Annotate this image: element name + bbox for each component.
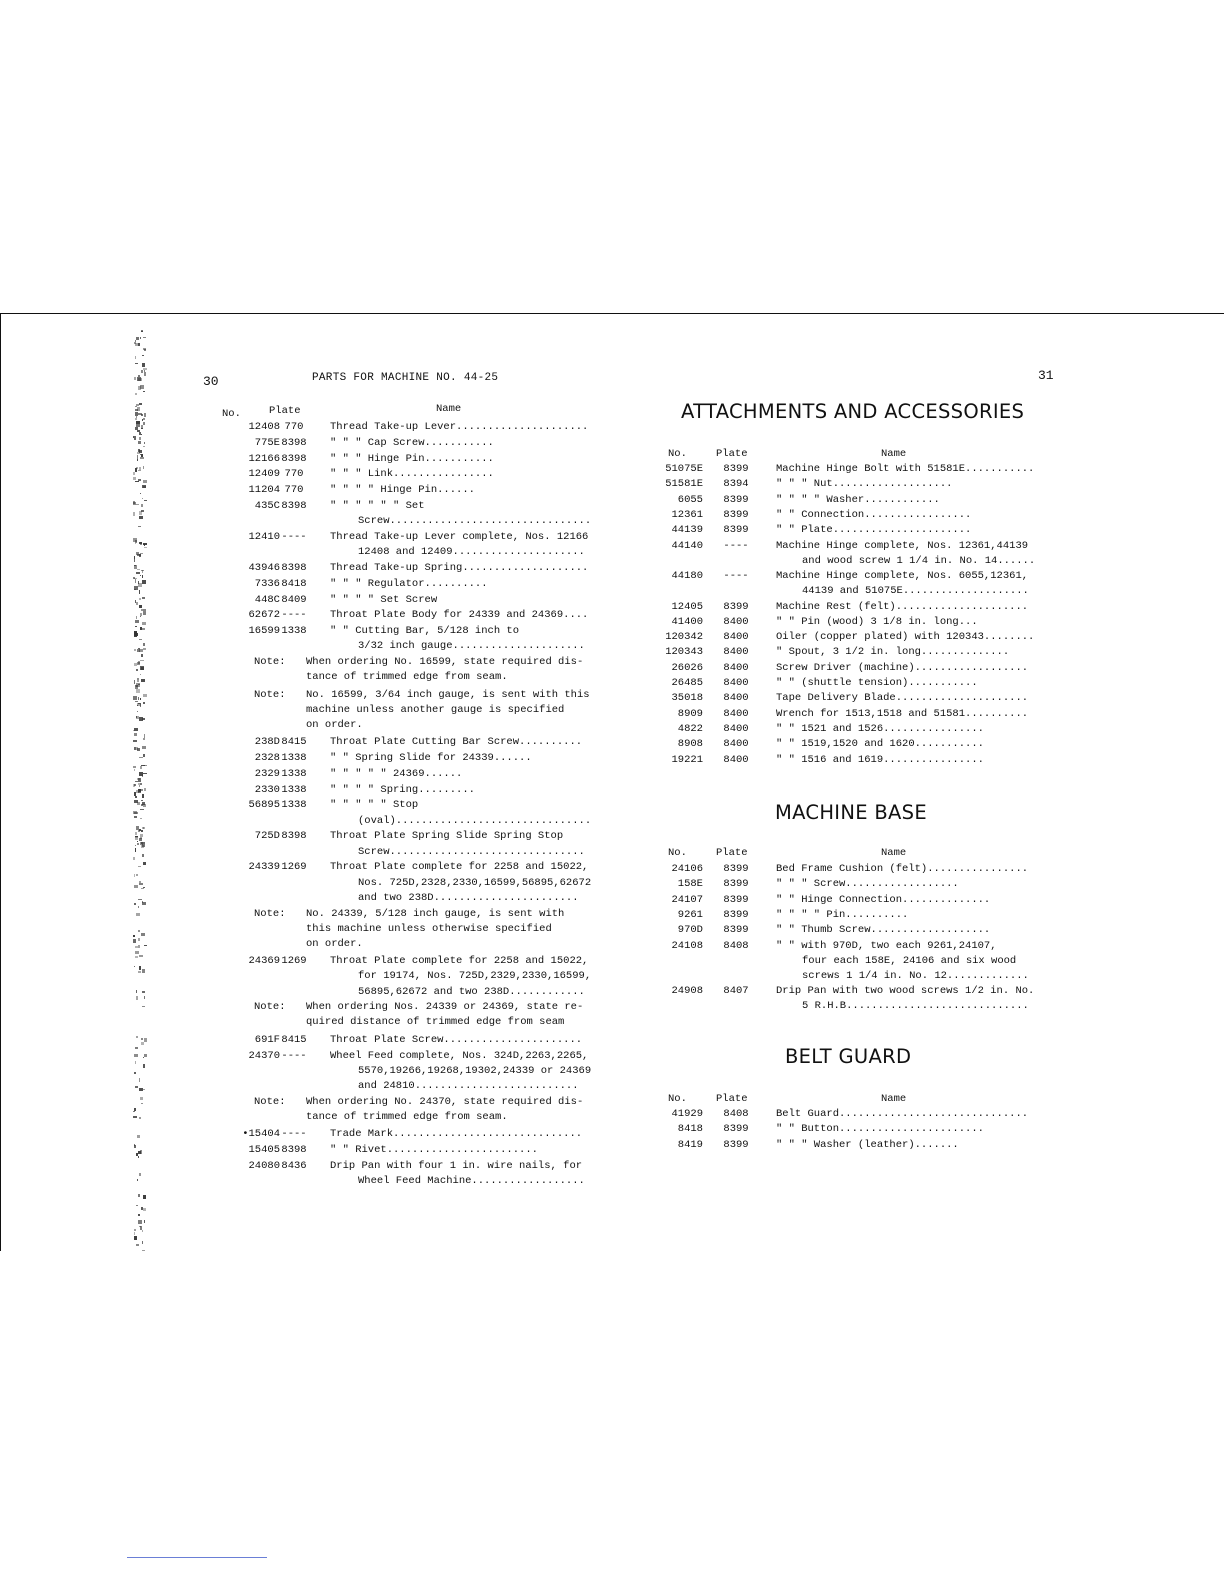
- part-name-continued: for 19174, Nos. 725D,2329,2330,16599,: [358, 970, 592, 983]
- part-number: 12361: [671, 508, 703, 521]
- column-header-no: No.: [668, 448, 687, 460]
- part-number: 43946: [248, 562, 280, 574]
- table-row: [0, 661, 1060, 676]
- note-text: No. 16599, 3/64 inch gauge, is sent with this machine unless another gauge is specified on order.: [306, 688, 590, 731]
- part-number: 44139: [671, 524, 703, 537]
- table-row: [0, 939, 1060, 954]
- plate-number: ----: [281, 531, 307, 543]
- part-number: 8419: [677, 1138, 703, 1151]
- part-name: " " Cutting Bar, 5/128 inch to: [330, 625, 520, 638]
- note-text: When ordering No. 24370, state required dis- tance of trimmed edge from seam.: [306, 1095, 584, 1123]
- table-row: [0, 893, 1060, 908]
- table-row: [0, 508, 1060, 523]
- part-number: 51075E: [665, 463, 703, 475]
- part-name: Machine Hinge complete, Nos. 12361,44139: [776, 539, 1029, 552]
- part-number: 6055: [677, 493, 703, 506]
- plate-number: 8399: [723, 893, 749, 906]
- part-number: 2329: [254, 767, 280, 780]
- plate-number: 8408: [723, 939, 749, 952]
- table-row: [0, 691, 1060, 706]
- part-name: " " 1516 and 1619................: [776, 753, 984, 766]
- part-name-continued: 3/32 inch gauge.....................: [358, 640, 585, 653]
- part-number: 691F: [254, 1033, 280, 1046]
- part-name-continued: four each 158E, 24106 and six wood: [802, 954, 1017, 967]
- part-number: 41400: [671, 615, 703, 628]
- part-name: " " Hinge Connection..............: [776, 893, 991, 906]
- part-number: 9261: [677, 908, 703, 921]
- note-label: Note:: [254, 1095, 286, 1108]
- part-number: 26026: [671, 661, 703, 674]
- section-title: ATTACHMENTS AND ACCESSORIES: [681, 400, 1025, 423]
- part-name: Throat Plate Body for 24339 and 24369....: [330, 609, 589, 622]
- column-header-plate: Plate: [269, 405, 301, 417]
- part-number: 51581E: [665, 478, 703, 491]
- part-number: 12408: [248, 421, 280, 433]
- table-row: [0, 645, 1060, 660]
- part-name: " " " Hinge Pin...........: [330, 452, 494, 465]
- part-number: 12409: [248, 468, 280, 481]
- part-name: Belt Guard..............................: [776, 1108, 1029, 1120]
- part-name: Throat Plate Spring Slide Spring Stop: [330, 830, 564, 843]
- part-name-continued: Screw...............................: [358, 845, 585, 858]
- plate-number: 8400: [723, 677, 749, 689]
- part-number: 24370: [248, 1049, 280, 1062]
- plate-number: 8399: [723, 463, 749, 475]
- plate-number: 8418: [281, 577, 307, 590]
- part-name: " " with 970D, two each 9261,24107,: [776, 939, 997, 952]
- part-name: " " " " Hinge Pin......: [330, 484, 475, 497]
- part-number: 12410: [248, 531, 280, 543]
- table-row: [0, 630, 1060, 645]
- part-name: " " Plate......................: [776, 524, 972, 537]
- part-name: Thread Take-up Lever complete, Nos. 12166: [330, 531, 589, 543]
- part-number: 970D: [677, 924, 703, 937]
- plate-number: 8400: [723, 631, 749, 644]
- part-number: 24107: [671, 893, 703, 906]
- table-row: [0, 523, 1060, 538]
- part-name: " " Thumb Screw...................: [776, 924, 991, 937]
- section-title: BELT GUARD: [785, 1045, 912, 1068]
- plate-number: 8399: [723, 1138, 749, 1151]
- plate-number: 8399: [723, 600, 749, 613]
- part-name: Drip Pan with two wood screws 1/2 in. No.: [776, 985, 1035, 998]
- plate-number: 8399: [723, 924, 749, 937]
- part-name-continued: and wood screw 1 1/4 in. No. 14......: [802, 554, 1036, 567]
- part-name: " " 1519,1520 and 1620...........: [776, 738, 984, 751]
- part-name: " " " Nut...................: [776, 478, 953, 491]
- column-header-plate: Plate: [716, 448, 748, 460]
- part-number: 24108: [671, 939, 703, 952]
- part-number: 24908: [671, 985, 703, 998]
- note-label: Note:: [254, 688, 286, 701]
- plate-number: 1338: [281, 767, 307, 780]
- part-name: " " " " Set Screw: [330, 593, 438, 606]
- part-name-continued: 5 R.H.B.............................: [802, 1000, 1029, 1013]
- part-name: Bed Frame Cushion (felt)................: [776, 863, 1029, 875]
- part-number: 12166: [248, 452, 280, 465]
- part-name: " " Spring Slide for 24339......: [330, 752, 532, 764]
- part-number: 16599: [248, 625, 280, 638]
- plate-number: 8399: [723, 863, 749, 875]
- table-row: [0, 923, 1060, 938]
- part-name: Tape Delivery Blade.....................: [776, 692, 1029, 705]
- plate-number: 8400: [723, 692, 749, 705]
- part-number: 2328: [254, 752, 280, 764]
- note-label: Note:: [254, 656, 286, 669]
- table-row: [0, 954, 630, 969]
- plate-number: ----: [281, 609, 307, 622]
- part-number: 8909: [677, 707, 703, 720]
- part-number: 120343: [665, 646, 703, 659]
- plate-number: 1338: [281, 799, 307, 812]
- part-name-continued: and 24810..........................: [358, 1080, 579, 1092]
- part-number: 775E: [254, 436, 280, 449]
- plate-number: 770: [284, 468, 304, 481]
- plate-number: ----: [281, 1128, 307, 1141]
- left-page-number: 30: [203, 374, 219, 389]
- part-number: •15404: [242, 1128, 280, 1141]
- part-name-continued: and two 238D.......................: [358, 891, 579, 904]
- part-number: 120342: [665, 631, 703, 644]
- plate-number: 8408: [723, 1108, 749, 1120]
- part-number: 56895: [248, 799, 280, 812]
- plate-number: 8409: [281, 593, 307, 606]
- plate-number: 1269: [281, 955, 307, 968]
- plate-number: 770: [284, 484, 304, 497]
- part-name-continued: Wheel Feed Machine..................: [358, 1175, 585, 1187]
- part-name: Wheel Feed complete, Nos. 324D,2263,2265,: [330, 1049, 589, 1062]
- part-name: " " Pin (wood) 3 1/8 in. long...: [776, 615, 978, 628]
- column-header-plate: Plate: [716, 847, 748, 859]
- column-header-no: No.: [222, 408, 241, 420]
- part-name: " " Button.......................: [776, 1123, 984, 1136]
- part-name: " " " " Washer............: [776, 493, 940, 506]
- table-row: [0, 753, 1060, 768]
- part-name: Oiler (copper plated) with 120343........: [776, 631, 1035, 644]
- plate-number: 8398: [281, 830, 307, 843]
- right-page-number: 31: [1038, 368, 1054, 383]
- part-number: 725D: [254, 830, 280, 843]
- part-name: Drip Pan with four 1 in. wire nails, for: [330, 1159, 583, 1172]
- plate-number: 1338: [281, 783, 307, 796]
- note-text: When ordering Nos. 24339 or 24369, state re- quired distance of trimmed edge from seam: [306, 1001, 584, 1029]
- column-header-plate: Plate: [716, 1093, 748, 1105]
- table-row: [0, 1138, 1060, 1153]
- part-name: " " Connection.................: [776, 508, 972, 521]
- part-number: 19221: [671, 753, 703, 766]
- part-number: 158E: [677, 878, 703, 891]
- table-row: [0, 707, 1060, 722]
- plate-number: 8399: [723, 493, 749, 506]
- plate-number: 1338: [281, 625, 307, 638]
- part-number: 4822: [677, 722, 703, 735]
- part-name: " " " Screw..................: [776, 878, 959, 891]
- plate-number: 8398: [281, 1144, 307, 1156]
- plate-number: 8398: [281, 562, 307, 574]
- part-number: 238D: [254, 736, 280, 749]
- table-row: [0, 436, 630, 451]
- column-header-name: Name: [881, 1093, 907, 1105]
- part-number: 7336: [254, 577, 280, 590]
- plate-number: 8394: [723, 478, 749, 491]
- plate-number: 8400: [723, 722, 749, 735]
- column-header-name: Name: [881, 448, 907, 460]
- plate-number: 8399: [723, 1123, 749, 1136]
- table-row: [0, 1033, 630, 1048]
- part-number: 2330: [254, 783, 280, 796]
- table-row: [0, 829, 630, 844]
- part-number: 35018: [671, 692, 703, 705]
- plate-number: ----: [723, 539, 749, 552]
- page-frame-top: [0, 313, 1224, 314]
- plate-number: 8400: [723, 738, 749, 751]
- section-title: MACHINE BASE: [775, 801, 927, 824]
- column-header-no: No.: [668, 847, 687, 859]
- plate-number: 8400: [723, 707, 749, 720]
- table-row: [0, 798, 630, 813]
- part-name: " " " Link................: [330, 468, 494, 481]
- part-name: Screw Driver (machine)..................: [776, 661, 1029, 674]
- table-row: [0, 462, 1060, 477]
- plate-number: 1338: [281, 752, 307, 764]
- part-number: 8418: [677, 1123, 703, 1136]
- part-number: 41929: [671, 1108, 703, 1120]
- part-name: Machine Hinge Bolt with 51581E...........: [776, 463, 1035, 475]
- part-name: " " 1521 and 1526................: [776, 722, 984, 735]
- part-name-continued: (oval)...............................: [358, 814, 592, 827]
- table-row: [0, 676, 1060, 691]
- part-name: Machine Hinge complete, Nos. 6055,12361,: [776, 570, 1029, 582]
- plate-number: 8400: [723, 646, 749, 659]
- part-name: Machine Rest (felt).....................: [776, 600, 1029, 613]
- table-row: [0, 1049, 630, 1064]
- plate-number: 8407: [723, 985, 749, 998]
- table-row: [0, 615, 1060, 630]
- plate-number: 8415: [281, 1033, 307, 1046]
- note-text: No. 24339, 5/128 inch gauge, is sent with this machine unless otherwise specified on order.: [306, 907, 565, 950]
- part-name: Thread Take-up Lever.....................: [330, 421, 589, 433]
- part-name: Throat Plate complete for 2258 and 15022,: [330, 955, 589, 968]
- plate-number: 8399: [723, 908, 749, 921]
- part-number: 62672: [248, 609, 280, 622]
- note-label: Note:: [254, 907, 286, 920]
- part-name: " " " " " Stop: [330, 799, 419, 812]
- plate-number: ----: [723, 570, 749, 582]
- plate-number: 8399: [723, 508, 749, 521]
- part-name: Wrench for 1513,1518 and 51581..........: [776, 707, 1029, 720]
- table-row: [0, 1159, 630, 1174]
- part-name-continued: 5570,19266,19268,19302,24339 or 24369: [358, 1064, 592, 1077]
- part-name: Throat Plate Cutting Bar Screw..........: [330, 736, 583, 749]
- plate-number: 8399: [723, 878, 749, 891]
- part-name: " " " " Pin..........: [776, 908, 909, 921]
- part-number: 26485: [671, 677, 703, 689]
- part-number: 8908: [677, 738, 703, 751]
- note-label: Note:: [254, 1001, 286, 1014]
- part-name: Throat Plate Screw......................: [330, 1033, 583, 1046]
- plate-number: 8400: [723, 753, 749, 766]
- table-row: [0, 1122, 1060, 1137]
- plate-number: 8415: [281, 736, 307, 749]
- part-number: 24080: [248, 1159, 280, 1172]
- table-row: [0, 984, 1060, 999]
- part-name: Trade Mark..............................: [330, 1128, 583, 1141]
- part-name: " " " " " " Set: [330, 500, 425, 512]
- table-row: [0, 477, 1060, 492]
- table-row: [0, 908, 1060, 923]
- part-number: 12405: [671, 600, 703, 613]
- part-number: 24369: [248, 955, 280, 968]
- part-number: 11204: [248, 484, 280, 497]
- table-row: [0, 600, 1060, 615]
- part-name: " " " Washer (leather).......: [776, 1138, 959, 1151]
- part-name-continued: screws 1 1/4 in. No. 12.............: [802, 969, 1029, 982]
- table-row: [0, 722, 1060, 737]
- table-row: [0, 877, 1060, 892]
- part-name: " Spout, 3 1/2 in. long..............: [776, 646, 1010, 659]
- plate-number: ----: [281, 1049, 307, 1062]
- column-header-name: Name: [436, 403, 462, 415]
- part-number: 448C: [254, 593, 280, 606]
- part-number: 435C: [254, 500, 280, 512]
- note-text: When ordering No. 16599, state required dis- tance of trimmed edge from seam.: [306, 656, 584, 684]
- column-header-name: Name: [881, 847, 907, 859]
- plate-number: 8400: [723, 661, 749, 674]
- part-name-continued: 44139 and 51075E....................: [802, 585, 1029, 598]
- table-row: [0, 783, 630, 798]
- part-name-continued: Screw................................: [358, 515, 592, 528]
- part-number: 15405: [248, 1144, 280, 1156]
- plate-number: 8436: [281, 1159, 307, 1172]
- plate-number: 8399: [723, 524, 749, 537]
- plate-number: 8398: [281, 500, 307, 512]
- part-name: " " " " " 24369......: [330, 767, 463, 780]
- part-name: Throat Plate complete for 2258 and 15022,: [330, 861, 589, 874]
- table-row: [0, 539, 1060, 554]
- table-row: [0, 1107, 1060, 1122]
- part-name: " " (shuttle tension)...........: [776, 677, 978, 689]
- part-number: 44140: [671, 539, 703, 552]
- footer-rule: [127, 1557, 267, 1558]
- table-row: [0, 569, 1060, 584]
- table-row: [0, 420, 630, 435]
- column-header-no: No.: [668, 1093, 687, 1105]
- plate-number: 8398: [281, 436, 307, 449]
- plate-number: 1269: [281, 861, 307, 874]
- part-number: 44180: [671, 570, 703, 582]
- part-name: " " " Cap Screw...........: [330, 436, 494, 449]
- part-name: " " " " Spring.........: [330, 783, 475, 796]
- table-row: [0, 862, 1060, 877]
- plate-number: 8398: [281, 452, 307, 465]
- part-number: 24339: [248, 861, 280, 874]
- part-name: " " Rivet........................: [330, 1144, 538, 1156]
- part-name-continued: Nos. 725D,2328,2330,16599,56895,62672: [358, 876, 592, 889]
- plate-number: 8400: [723, 615, 749, 628]
- part-name: Thread Take-up Spring....................: [330, 562, 589, 574]
- part-number: 24106: [671, 863, 703, 875]
- part-name-continued: 12408 and 12409.....................: [358, 546, 585, 559]
- part-name: " " " Regulator..........: [330, 577, 488, 590]
- table-row: [0, 493, 1060, 508]
- plate-number: 770: [284, 421, 304, 433]
- part-name-continued: 56895,62672 and two 238D............: [358, 985, 585, 998]
- table-row: [0, 767, 630, 782]
- table-row: [0, 737, 1060, 752]
- running-head: PARTS FOR MACHINE NO. 44-25: [312, 372, 499, 384]
